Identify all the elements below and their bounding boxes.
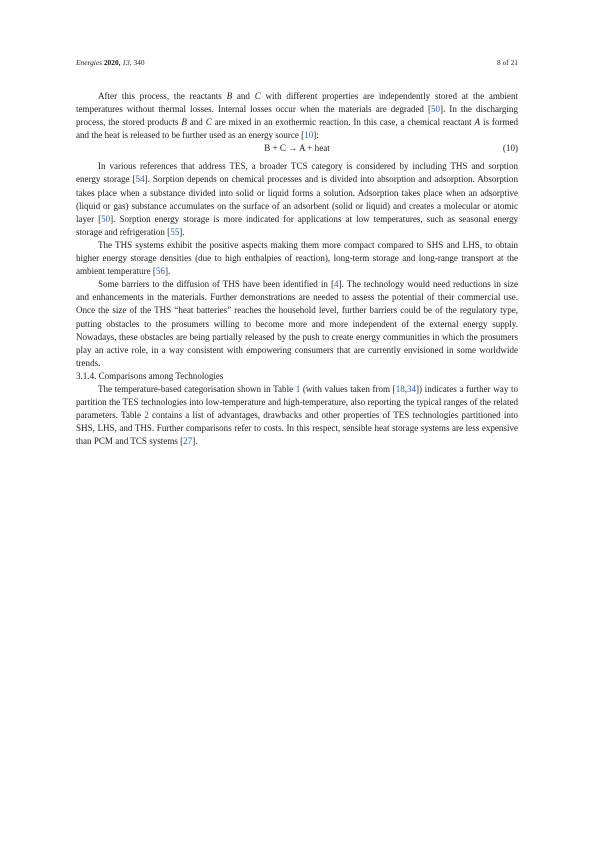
article-id: 340	[133, 58, 145, 67]
citation-link[interactable]: 27	[183, 436, 193, 447]
citation-link[interactable]: 10	[304, 130, 314, 141]
journal-year: 2020,	[103, 58, 121, 67]
paragraph-5: The temperature-based categorisation shown in Table 1 (with values taken from [18,34]) indicates a further way to partition the TES technologies into low-temperature and high-temperature, also reporting the typical ranges of the related parameters. Table 2 contains a list of advantages, drawbacks and other properties of TES technologies partitioned into SHS, LHS, and THS. Further comparisons refer to costs. In this respect, sensible heat storage systems are less expensive than PCM and TCS systems [27].	[76, 383, 518, 447]
equation-expression: B + C → A + heat	[264, 143, 330, 154]
table-link[interactable]: 1	[295, 383, 301, 394]
equation-10	[76, 142, 518, 156]
variable-c: C	[254, 91, 261, 101]
citation-link[interactable]: 50	[101, 213, 111, 224]
citation-link[interactable]: 18	[395, 383, 405, 394]
citation-link[interactable]: 55	[170, 226, 180, 237]
paragraph-4: Some barriers to the diffusion of THS have been identified in [4]. The technology would need reductions in size and enhancements in the materials. Further demonstrations are needed to assess the potential of their commercial use. Once the size of the THS “heat batteries” reaches the household level, further barriers could be of the regulatory type, putting obstacles to the prosumers willing to become more and more independent of the external energy supply. Nowadays, these obstacles are being partially released by the push to create energy communities in which the prosumers play an active role, in a way consistent with empowering consumers that are currently envisioned in some worldwide trends.	[76, 279, 518, 368]
variable-b: B	[226, 91, 233, 101]
variable-a: A	[474, 117, 481, 128]
journal-volume: 13,	[122, 58, 132, 67]
main-text	[76, 90, 518, 448]
journal-name: Energies	[76, 58, 102, 67]
table-link[interactable]: 2	[144, 410, 149, 421]
citation-link[interactable]: 50	[430, 104, 441, 115]
equation-number: (10)	[502, 143, 518, 154]
paragraph-3: The THS systems exhibit the positive aspects making them more compact compared to SHS and LHS, to obtain higher energy storage densities (due to high enthalpies of reaction), long-term storage and long-range transport at the ambient temperature [56].	[76, 239, 518, 277]
journal-citation	[76, 58, 145, 67]
citation-link[interactable]: 34	[407, 383, 417, 394]
citation-link[interactable]: 4	[334, 279, 339, 290]
citation-link[interactable]: 56	[155, 266, 165, 277]
citation-link[interactable]: 54	[135, 174, 145, 185]
page-header	[76, 58, 518, 67]
paragraph-1: After this process, the reactants B and C with different properties are independently stored at the ambient temperatures without thermal losses. Internal losses occur when the materials are degraded [50]. In the discharging process, the stored products B and C are mixed in an exothermic reaction. In this case, a chemical reactant A is formed and the heat is released to be further used as an energy source [10]:	[76, 91, 519, 141]
variable-c: C	[205, 117, 212, 128]
variable-b: B	[181, 117, 187, 128]
paragraph-2: In various references that address TES, a broader TCS category is considered by including THS and sorption energy storage [54]. Sorption depends on chemical processes and is divided into absorption and adsorption. Absorption takes place when a substance divided into solid or liquid forms a solution. Adsorption takes place when an adsorptive (liquid or gas) substance accumulates on the surface of an adsorbent (solid or liquid) and creates a molecular or atomic layer [50]. Sorption energy storage is more indicated for applications at low temperatures, such as seasonal energy storage and refrigeration [55].	[76, 161, 518, 237]
page-number: 8 of 21	[497, 58, 518, 67]
section-heading: 3.1.4. Comparisons among Technologies	[76, 370, 224, 381]
